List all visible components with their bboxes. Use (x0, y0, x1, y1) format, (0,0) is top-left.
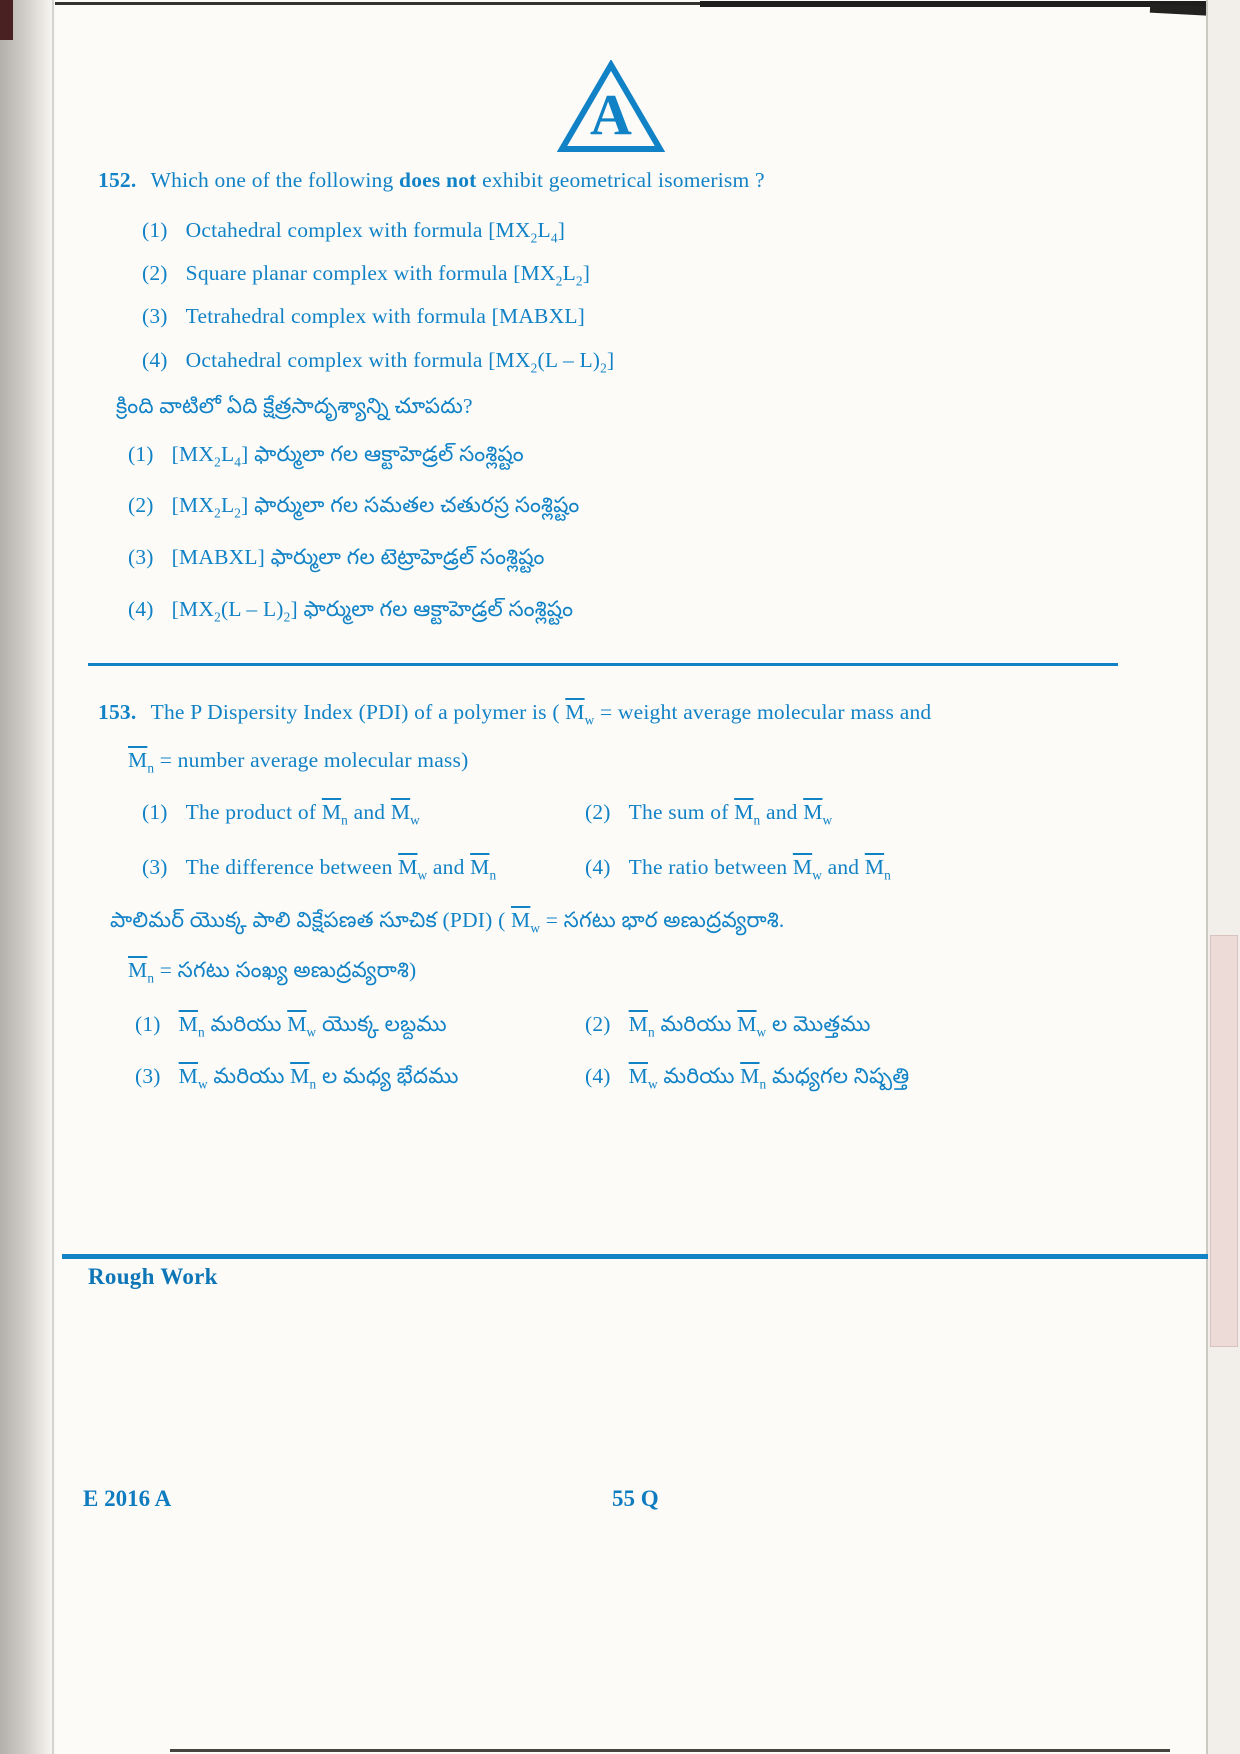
question-separator-line (88, 663, 1118, 666)
footer-page-number: 55 Q (612, 1486, 659, 1511)
set-code-triangle-logo (557, 60, 665, 154)
q152-option-te-1: (1) $[MX_2L_4]$ ఫార్ములా గల ఆక్టాహెడ్రల్ సంశ్లిష్టం (128, 442, 524, 470)
rough-work-label: Rough Work (88, 1264, 218, 1289)
q153-option-en-3: (3) The difference between $\overline{M}_w$ and $\overline{M}_n$ (142, 855, 497, 883)
q152-question-bold: does not (399, 168, 477, 192)
q153-option-te-4: (4) $\overline{M}_w$ మరియు $\overline{M}_n$ మధ్యగల నిష్పత్తి (585, 1064, 910, 1092)
q153-question-en-line1: 153. The P Dispersity Index (PDI) of a polymer is ( $\overline{M}_w$ = weight average molecular mass and (98, 700, 932, 728)
footer-booklet-code: E 2016 A (83, 1486, 172, 1511)
scan-left-fold-line (52, 0, 54, 1754)
q152-option-en-1: (1) Octahedral complex with formula $[MX_2L_4]$ (142, 218, 566, 246)
q152-question-suffix: exhibit geometrical isomerism ? (476, 168, 765, 192)
q153-question-te-line1: పాలిమర్ యొక్క పాలి విక్షేపణత సూచిక (PDI) ( $\overline{M}_w$ = సగటు భార అణుద్రవ్యరాశి. (110, 908, 785, 936)
q152-option-en-4: (4) Octahedral complex with formula $[MX_2(L - L)_2]$ (142, 348, 615, 376)
scan-right-edge-stain (1210, 935, 1238, 1347)
scan-left-edge-shadow (0, 0, 56, 1754)
scan-top-left-corner-mark (0, 0, 13, 40)
q153-option-en-1: (1) The product of $\overline{M}_n$ and $\overline{M}_w$ (142, 800, 420, 828)
q152-number: 152. (98, 168, 137, 192)
q152-option-te-3: (3) [MABXL] ఫార్ములా గల టెట్రాహెడ్రల్ సంశ్లిష్టం (128, 545, 545, 569)
q152-option-en-3: (3) Tetrahedral complex with formula [MABXL] (142, 304, 586, 328)
q153-option-te-3: (3) $\overline{M}_w$ మరియు $\overline{M}_n$ ల మధ్య భేదము (135, 1064, 459, 1092)
q152-option-en-2: (2) Square planar complex with formula $[MX_2L_2]$ (142, 261, 591, 289)
q153-option-en-2: (2) The sum of $\overline{M}_n$ and $\overline{M}_w$ (585, 800, 833, 828)
q153-question-en-line2: $\overline{M}_n$ = number average molecular mass) (128, 748, 469, 776)
q152-option-te-2: (2) $[MX_2L_2]$ ఫార్ములా గల సమతల చతురస్ర సంశ్లిష్టం (128, 493, 580, 521)
q153-question-te-line2: $\overline{M}_n$ = సగటు సంఖ్య అణుద్రవ్యరాశి) (128, 958, 417, 986)
q153-option-te-2: (2) $\overline{M}_n$ మరియు $\overline{M}_w$ ల మొత్తము (585, 1012, 871, 1040)
q153-option-en-4: (4) The ratio between $\overline{M}_w$ and $\overline{M}_n$ (585, 855, 892, 883)
q153-option-te-1: (1) $\overline{M}_n$ మరియు $\overline{M}_w$ యొక్క లబ్దము (135, 1012, 447, 1040)
q152-question-en (98, 168, 765, 193)
q152-option-te-4: (4) $[MX_2(L - L)_2]$ ఫార్ములా గల ఆక్టాహెడ్రల్ సంశ్లిష్టం (128, 597, 574, 625)
q153-number: 153. (98, 700, 137, 724)
q152-question-prefix: Which one of the following (150, 168, 400, 192)
set-code-letter: A (590, 82, 632, 147)
scan-right-page-edge (1206, 0, 1240, 1754)
scan-bottom-edge-line (170, 1749, 1170, 1752)
rough-work-divider (62, 1254, 1208, 1259)
q152-question-te: క్రింది వాటిలో ఏది క్షేత్రసాదృశ్యాన్ని చూపదు? (116, 394, 473, 418)
